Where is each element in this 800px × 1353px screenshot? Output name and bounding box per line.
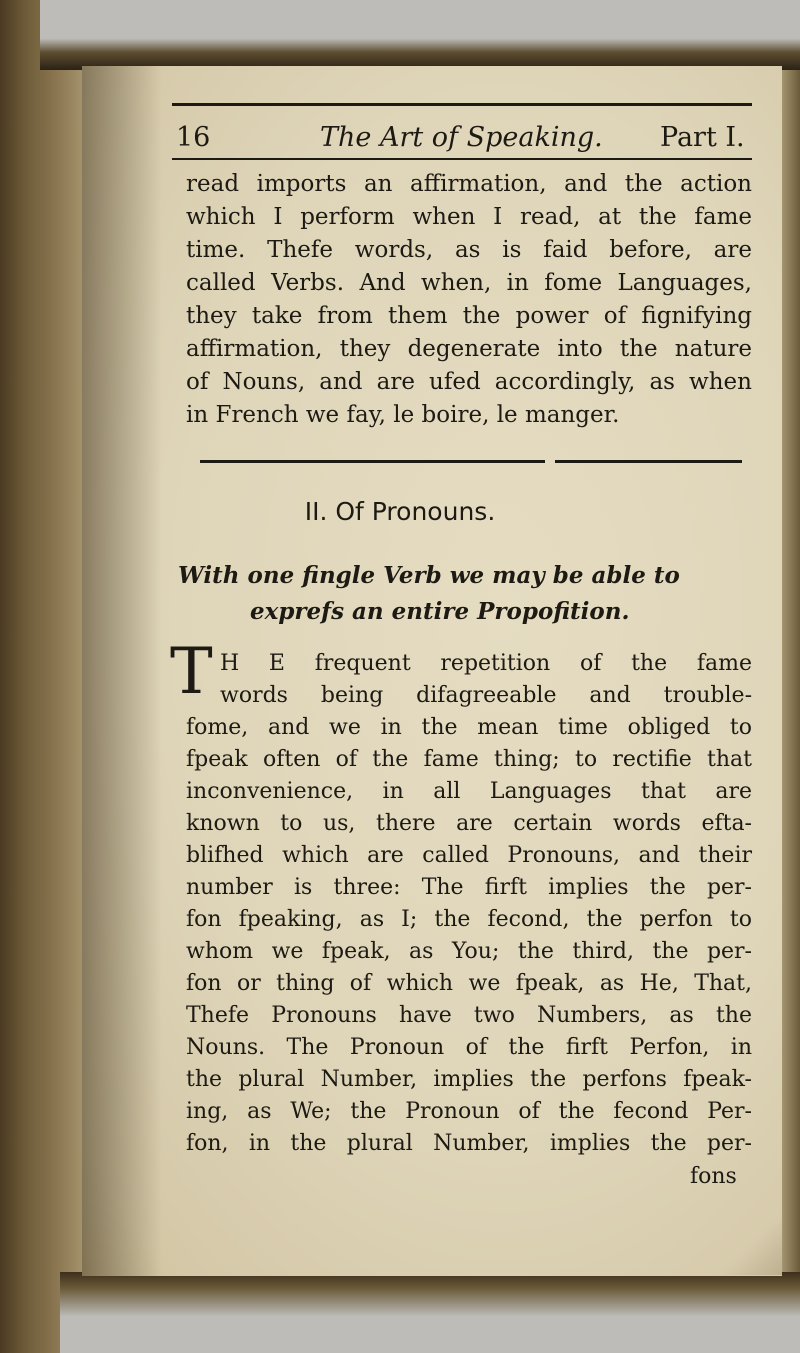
header-rule-top xyxy=(172,103,752,106)
text-line: ing, as We; the Pronoun of the fecond Per- xyxy=(186,1099,752,1124)
page-corner-shade xyxy=(720,1215,782,1275)
text-line: of Nouns, and are ufed accordingly, as when xyxy=(186,369,752,395)
text-line: the plural Number, implies the perfons fpeak- xyxy=(186,1067,752,1092)
header-rule-bottom xyxy=(172,158,752,160)
text-line: fome, and we in the mean time obliged to xyxy=(186,715,752,740)
section-divider-left xyxy=(200,460,545,463)
text-line: H E frequent repetition of the fame xyxy=(220,651,752,676)
body-paragraph-first-lines xyxy=(220,648,752,712)
text-line: words being difagreeable and trouble- xyxy=(220,683,752,708)
text-line: number is three: The firft implies the per- xyxy=(186,875,752,900)
spine-shadow xyxy=(82,66,162,1276)
section-heading: II. Of Pronouns. xyxy=(304,497,496,526)
text-line: inconvenience, in all Languages that are xyxy=(186,779,752,804)
text-line: fon or thing of which we fpeak, as He, That, xyxy=(186,971,752,996)
text-line: whom we fpeak, as You; the third, the per- xyxy=(186,939,752,964)
scan-top-edge xyxy=(40,0,800,70)
text-line: read imports an affirmation, and the action xyxy=(186,171,752,197)
catchword: fons xyxy=(690,1164,737,1189)
drop-cap: T xyxy=(170,635,213,709)
text-line: time. Thefe words, as is faid before, are xyxy=(186,237,752,263)
running-title: The Art of Speaking. xyxy=(320,122,603,153)
text-line: blifhed which are called Pronouns, and their xyxy=(186,843,752,868)
text-line: fpeak often of the fame thing; to rectifie that xyxy=(186,747,752,772)
text-line: fon, in the plural Number, implies the per- xyxy=(186,1131,752,1156)
text-line: Thefe Pronouns have two Numbers, as the xyxy=(186,1003,752,1028)
text-line: they take from them the power of fignifying xyxy=(186,303,752,329)
section-divider-right xyxy=(555,460,742,463)
text-line: known to us, there are certain words efta- xyxy=(186,811,752,836)
text-line: Nouns. The Pronoun of the firft Perfon, in xyxy=(186,1035,752,1060)
scan-bottom-edge xyxy=(60,1272,800,1353)
text-line: called Verbs. And when, in fome Languages, xyxy=(186,270,752,296)
body-paragraph xyxy=(186,712,752,1160)
text-line: in French we fay, le boire, le manger. xyxy=(186,402,620,428)
text-line: fon fpeaking, as I; the fecond, the perfon to xyxy=(186,907,752,932)
text-line: which I perform when I read, at the fame xyxy=(186,204,752,230)
part-label: Part I. xyxy=(660,122,745,153)
continuation-paragraph xyxy=(186,168,752,432)
section-subtitle-line-1: With one fingle Verb we may be able to xyxy=(178,562,680,589)
text-line: affirmation, they degenerate into the nature xyxy=(186,336,752,362)
section-subtitle-line-2: exprefs an entire Propofition. xyxy=(250,598,630,625)
page-number: 16 xyxy=(176,122,211,153)
